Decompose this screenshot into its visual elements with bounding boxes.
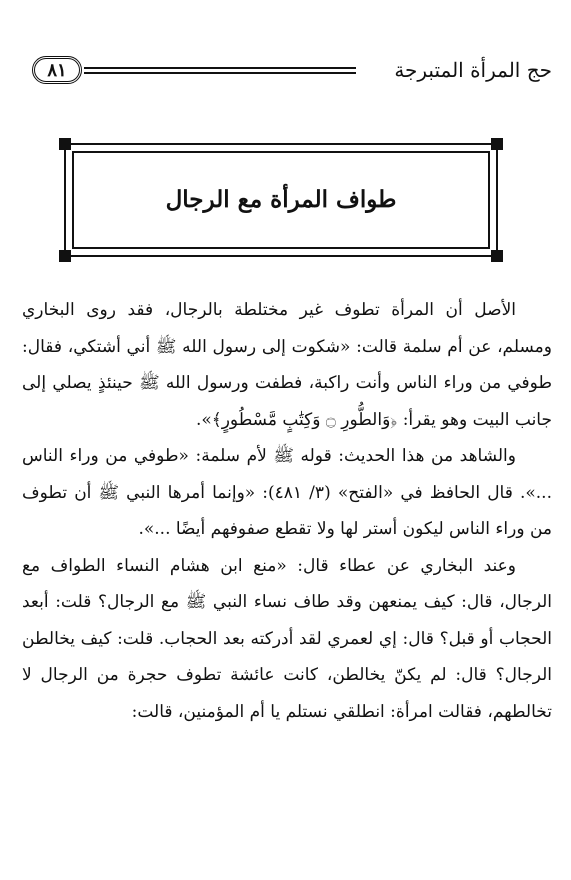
chapter-title: طواف المرأة مع الرجال (165, 186, 397, 213)
running-header (30, 52, 552, 92)
paragraph: الأصل أن المرأة تطوف غير مختلطة بالرجال، فقد روى البخاري ومسلم، عن أم سلمة قالت: «شكوت إلى رسول الله ﷺ أني أشتكي، فقال: طوفي من وراء الناس وأنت راكبة، فطفت ورسول الله ﷺ حينئذٍ يصلي إلى جانب البيت وهو يقرأ: ﴿وَالطُّورِ ۝ وَكِتَٰبٍ مَّسْطُورٍ﴾». (22, 300, 552, 430)
header-rule (84, 72, 356, 74)
frame-corner-ornament (491, 250, 503, 262)
frame-corner-ornament (59, 138, 71, 150)
frame-corner-ornament (59, 250, 71, 262)
running-title: حج المرأة المتبرجة (394, 58, 552, 82)
paragraph: والشاهد من هذا الحديث: قوله ﷺ لأم سلمة: «طوفي من وراء الناس ...». قال الحافظ في «الفتح» (٣/ ٤٨١): «وإنما أمرها النبي ﷺ أن تطوف من وراء الناس ليكون أستر لها ولا تقطع صفوفهم أيضًا ...». (22, 446, 552, 539)
frame-corner-ornament (491, 138, 503, 150)
chapter-title-frame (64, 143, 498, 257)
page-number: ٨١ (32, 56, 82, 84)
chapter-title-inner-frame (72, 151, 490, 249)
header-rule (84, 67, 356, 69)
body-text (22, 292, 552, 730)
paragraph: وعند البخاري عن عطاء قال: «منع ابن هشام النساء الطواف مع الرجال، قال: كيف يمنعهن وقد طاف نساء النبي ﷺ مع الرجال؟ قلت: أبعد الحجاب أو قبل؟ قال: إي لعمري لقد أدركته بعد الحجاب. قلت: كيف يخالطن الرجال؟ قال: لم يكنّ يخالطن، كانت عائشة تطوف حجرة من الرجال لا تخالطهم، فقالت امرأة: انطلقي نستلم يا أم المؤمنين، قالت: (22, 555, 552, 722)
